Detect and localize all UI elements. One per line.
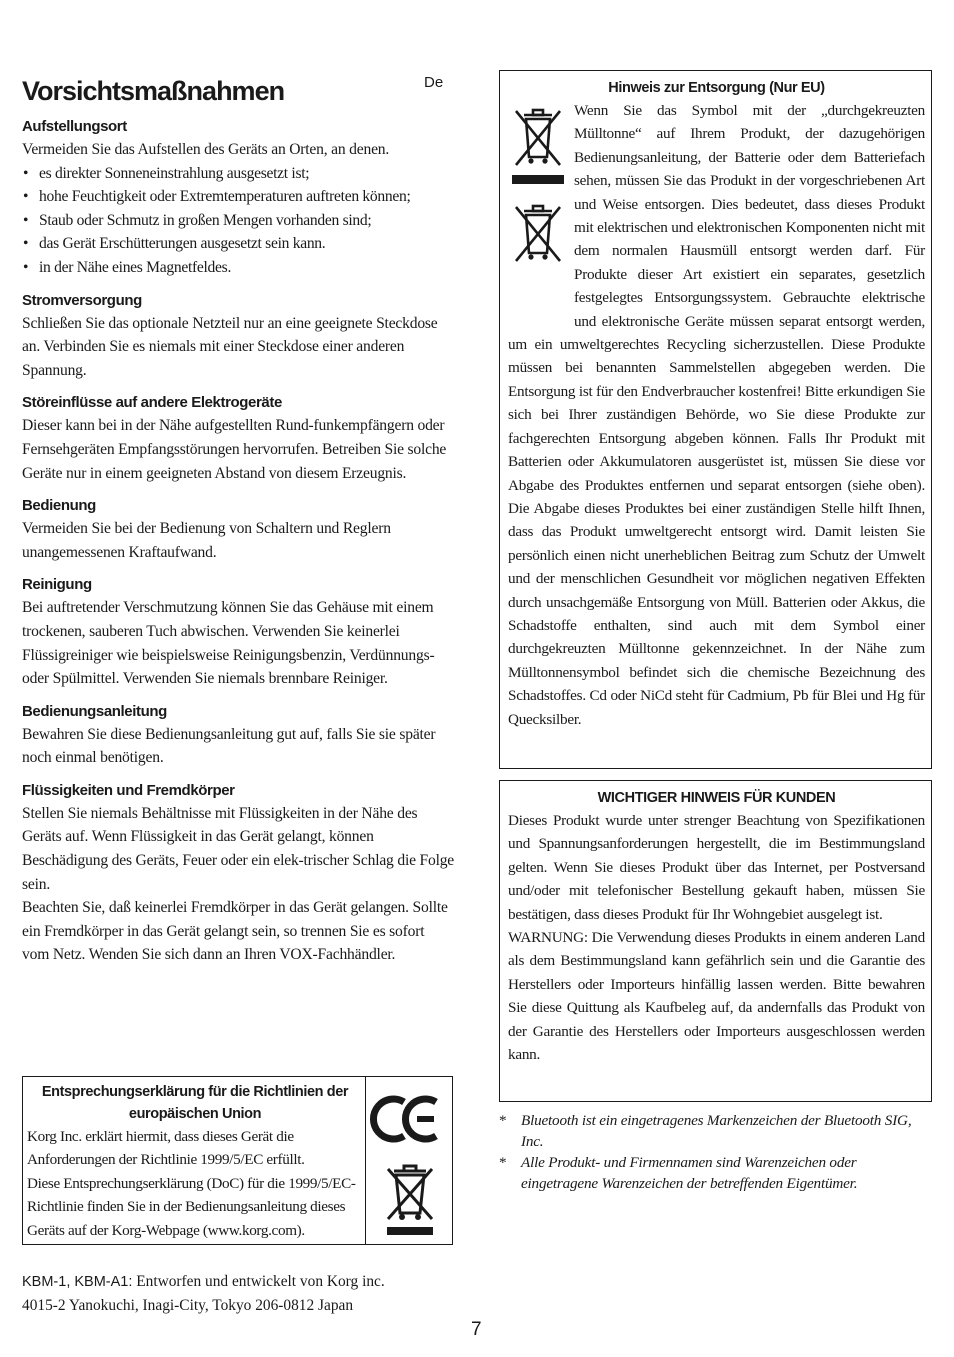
ce-mark-icon <box>366 1085 453 1165</box>
eu-disposal-box <box>499 70 932 769</box>
section-title: Bedienungsanleitung <box>22 702 167 720</box>
ce-declaration-title: Entsprechungserklärung für die Richtlinien der europäischen Union <box>41 1084 349 1122</box>
ce-declaration-text-2: Diese Entsprechungserklärung (DoC) für die 1999/5/EC-Richtlinie finden Sie in der Bedienungsanleitung dieses Geräts auf der Korg-Webpage (www.korg.com). <box>27 1174 356 1239</box>
section-text: Schließen Sie das optionale Netzteil nur an eine geeignete Steckdose an. Verbinden Sie es niemals mit einer Steckdose einer anderen Spannung. <box>22 314 438 379</box>
section-stromversorgung <box>22 290 454 383</box>
crossed-bin-icon <box>366 1161 453 1241</box>
page-number: 7 <box>471 1319 482 1340</box>
crossed-bin-bar-icon <box>508 101 568 191</box>
left-column <box>22 70 454 967</box>
note-mark: * <box>499 1112 507 1129</box>
section-title: Aufstellungsort <box>22 118 127 135</box>
eu-disposal-title: Hinweis zur Entsorgung (Nur EU) <box>608 80 825 96</box>
section-fluessigkeiten <box>22 780 454 967</box>
section-bedienung <box>22 495 454 564</box>
section-title: Stromversorgung <box>22 291 142 309</box>
footer-line-1 <box>22 1270 462 1294</box>
section-text: Vermeiden Sie das Aufstellen des Geräts an Orten, an denen. <box>22 141 390 158</box>
footer <box>22 1270 462 1317</box>
section-title: Flüssigkeiten und Fremdkörper <box>22 781 235 799</box>
eu-disposal-content <box>508 77 925 731</box>
section-bedienungsanleitung <box>22 701 454 770</box>
trademark-notes <box>499 1110 932 1194</box>
eu-disposal-text: Wenn Sie das Symbol mit der „durchgekreuzten Mülltonne“ auf Ihrem Produkt, der dazugehörigen Bedienungsanleitung, der Batterie oder dem Batteriefach sehen, müssen Sie das Produkt in der vorgeschriebenen Art und Weise entsorgen. Dies bedeutet, dass dieses Produkt mit elektrischen und elektronischen Komponenten nicht mit dem normalen Hausmüll entsorgt werden darf. Für Produkte dieser Art existiert ein separates, gesetzlich festgelegtes Entsorgungssystem. Gebrauchte elektrische und elektronische Geräte müssen separat entsorgt werden, um ein umweltgerechtes Recycling sicherzustellen. Diese Produkte müssen bei benannten Sammelstellen abgegeben werden. Die Entsorgung ist für den Endverbraucher kostenfrei! Bitte erkundigen Sie sich bei Ihrer zuständigen Behörde, wo Sie diese Produkte zur fachgerechten Entsorgung abgeben können. Falls Ihr Produkt mit Batterien oder Akkumulatoren ausgerüstet ist, müssen Sie diese vor Abgabe des Produktes entfernen und separat entsorgen (siehe oben). Die Abgabe dieses Produktes bei einer zuständigen Stelle hilft Ihnen, dass das Produkt umweltgerecht entsorgt wird. Damit leisten Sie persönlich einen nicht unerheblichen Beitrag zum Schutz der Umwelt und der menschlichen Gesundheit vor möglichen negativen Effekten durch unsachgemäße Entsorgung von Müll. Batterien oder Akkus, die Schadstoffe enthalten, sind auch mit dem Symbol einer durchgekreuzten Mülltonne gekennzeichnet. In der Nähe zum Mülltonnensymbol befindet sich die chemische Bezeichnung des Schadstoffes. Cd oder NiCd steht für Cadmium, Pb für Blei und Hg für Quecksilber. <box>508 102 925 728</box>
section-reinigung <box>22 574 454 690</box>
section-text: Bei auftretender Verschmutzung können Sie das Gehäuse mit einem trockenen, sauberen Tuch abwischen. Verwenden Sie keinerlei Flüssigreiniger wie beispielsweise Reinigungsbenzin, Verdünnungs- oder Spülmittel. Verwenden Sie niemals brennbare Reiniger. <box>22 599 435 688</box>
note-item <box>499 1110 932 1152</box>
language-tag: De <box>424 74 444 91</box>
ce-declaration-text: Korg Inc. erklärt hiermit, dass dieses Gerät die Anforderungen der Richtlinie 1999/5/EC erfüllt. <box>27 1128 305 1169</box>
list-item: • es direkter Sonneneinstrahlung ausgesetzt ist; <box>22 162 454 186</box>
section-aufstellungsort <box>22 116 454 280</box>
list-item: • Staub oder Schmutz in großen Mengen vorhanden sind; <box>22 209 454 233</box>
section-title: Reinigung <box>22 576 92 594</box>
section-text: Stellen Sie niemals Behältnisse mit Flüssigkeiten in der Nähe des Geräts auf. Wenn Flüssigkeit in das Gerät gelangt, können Beschädigung des Geräts, Feuer oder ein elek-trischer Schlag die Folge sein. <box>22 804 455 893</box>
customer-notice-title: WICHTIGER HINWEIS FÜR KUNDEN <box>597 790 836 806</box>
ce-declaration-box <box>22 1076 453 1245</box>
note-mark: * <box>499 1154 507 1171</box>
section-text-2: Beachten Sie, daß keinerlei Fremdkörper in das Gerät gelangen. Sollte ein Fremdkörper in das Gerät gelangt sein, so trennen Sie es sofort vom Netz. Wenden Sie sich dann an Ihren VOX-Fachhändler. <box>22 899 448 964</box>
ce-icons <box>365 1077 453 1244</box>
ce-declaration-content <box>27 1081 363 1242</box>
note-item <box>499 1152 932 1194</box>
customer-notice-content <box>508 787 925 1066</box>
list-item: • hohe Feuchtigkeit oder Extremtemperaturen auftreten können; <box>22 185 454 209</box>
note-text: Bluetooth ist ein eingetragenes Markenzeichen der Bluetooth SIG, Inc. <box>521 1112 912 1150</box>
section-text: Dieser kann bei in der Nähe aufgestellten Rund-funkempfängern oder Fernsehgeräten Empfangsstörungen hervorrufen. Betreiben Sie solche Geräte nur in einem geeigneten Abstand von diesem Erzeugnis. <box>22 417 447 482</box>
footer-models: KBM-1, KBM-A1: <box>22 1274 133 1290</box>
eu-disposal-icons <box>508 101 574 311</box>
section-title: Störeinflüsse auf andere Elektrogeräte <box>22 394 282 412</box>
crossed-bin-icon <box>508 197 568 287</box>
page-title: Vorsichtsmaßnahmen <box>22 76 285 106</box>
list-item: • das Gerät Erschütterungen ausgesetzt sein kann. <box>22 232 454 256</box>
customer-notice-box <box>499 780 932 1102</box>
section-title: Bedienung <box>22 497 96 515</box>
section-text: Bewahren Sie diese Bedienungsanleitung gut auf, falls Sie sie später noch einmal benötigen. <box>22 725 436 767</box>
section-stoereinfluesse <box>22 392 454 485</box>
footer-address: 4015-2 Yanokuchi, Inagi-City, Tokyo 206-0812 Japan <box>22 1297 354 1314</box>
section-text: Vermeiden Sie bei der Bedienung von Schaltern und Reglern unangemessenen Kraftaufwand. <box>22 520 391 561</box>
list-item: • in der Nähe eines Magnetfeldes. <box>22 256 454 280</box>
customer-notice-text: Dieses Produkt wurde unter strenger Beachtung von Spezifikationen und Spannungsanforderungen hergestellt, die im Bestimmungsland gelten. Wenn Sie dieses Produkt über das Internet, per Postversand und/oder mit telefonischer Bestellung gekauft haben, müssen Sie bestätigen, dass dieses Produkt für Ihr Wohngebiet ausgelegt ist. <box>508 812 925 923</box>
bullet-list <box>22 162 454 280</box>
note-text: Alle Produkt- und Firmennamen sind Warenzeichen oder eingetragene Warenzeichen der betreffenden Eigentümer. <box>521 1154 858 1192</box>
customer-notice-warning: WARNUNG: Die Verwendung dieses Produkts in einem anderen Land als dem Bestimmungsland kann gefährlich sein und die Garantie des Herstellers oder Importeurs hinfällig lassen werden. Bitte bewahren Sie diese Quittung als Kaufbeleg auf, da andernfalls das Produkt von der Garantie des Herstellers oder Importeurs ausgeschlossen werden kann. <box>508 929 925 1064</box>
footer-designed-by: Entworfen und entwickelt von Korg inc. <box>132 1273 385 1290</box>
